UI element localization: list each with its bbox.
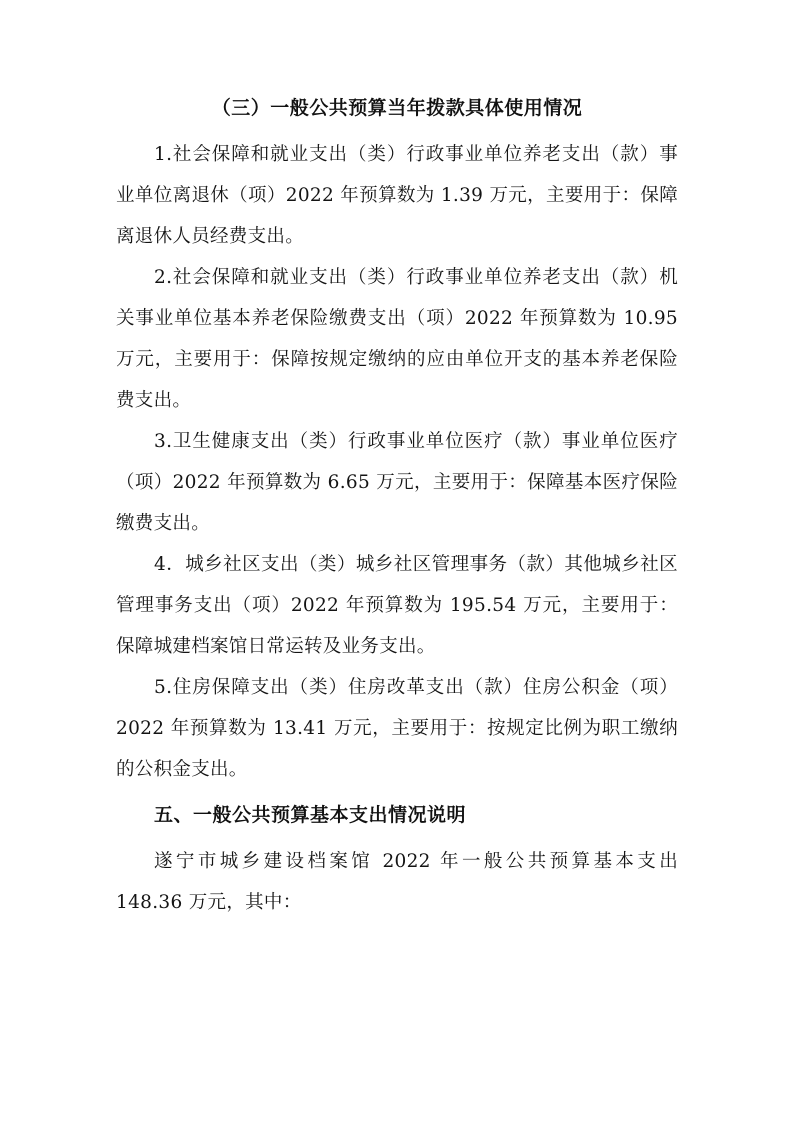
paragraph-basic-expenditure-total: 遂宁市城乡建设档案馆 2022 年一般公共预算基本支出 148.36 万元，其中： bbox=[116, 851, 678, 913]
section-heading-budget-allocation-usage: （三）一般公共预算当年拨款具体使用情况 bbox=[211, 97, 583, 119]
document-body bbox=[116, 88, 678, 923]
paragraph-health-medical: 3.卫生健康支出（类）行政事业单位医疗（款）事业单位医疗（项）2022 年预算数为 6.65 万元，主要用于：保障基本医疗保险缴费支出。 bbox=[116, 431, 678, 534]
paragraph-urban-rural-community: 4．城乡社区支出（类）城乡社区管理事务（款）其他城乡社区管理事务支出（项）2022 年预算数为 195.54 万元，主要用于：保障城建档案馆日常运转及业务支出。 bbox=[116, 554, 678, 657]
section-heading-basic-expenditure: 五、一般公共预算基本支出情况说明 bbox=[154, 804, 467, 826]
paragraph-social-security-retirement: 1.社会保障和就业支出（类）行政事业单位养老支出（款）事业单位离退休（项）2022 年预算数为 1.39 万元，主要用于：保障离退休人员经费支出。 bbox=[116, 144, 678, 247]
paragraph-social-security-pension-insurance: 2.社会保障和就业支出（类）行政事业单位养老支出（款）机关事业单位基本养老保险缴费支出（项）2022 年预算数为 10.95 万元，主要用于：保障按规定缴纳的应由单位开支的基本养老保险费支出。 bbox=[116, 267, 678, 411]
paragraph-housing-provident-fund: 5.住房保障支出（类）住房改革支出（款）住房公积金（项）2022 年预算数为 13.41 万元，主要用于：按规定比例为职工缴纳的公积金支出。 bbox=[116, 677, 678, 780]
